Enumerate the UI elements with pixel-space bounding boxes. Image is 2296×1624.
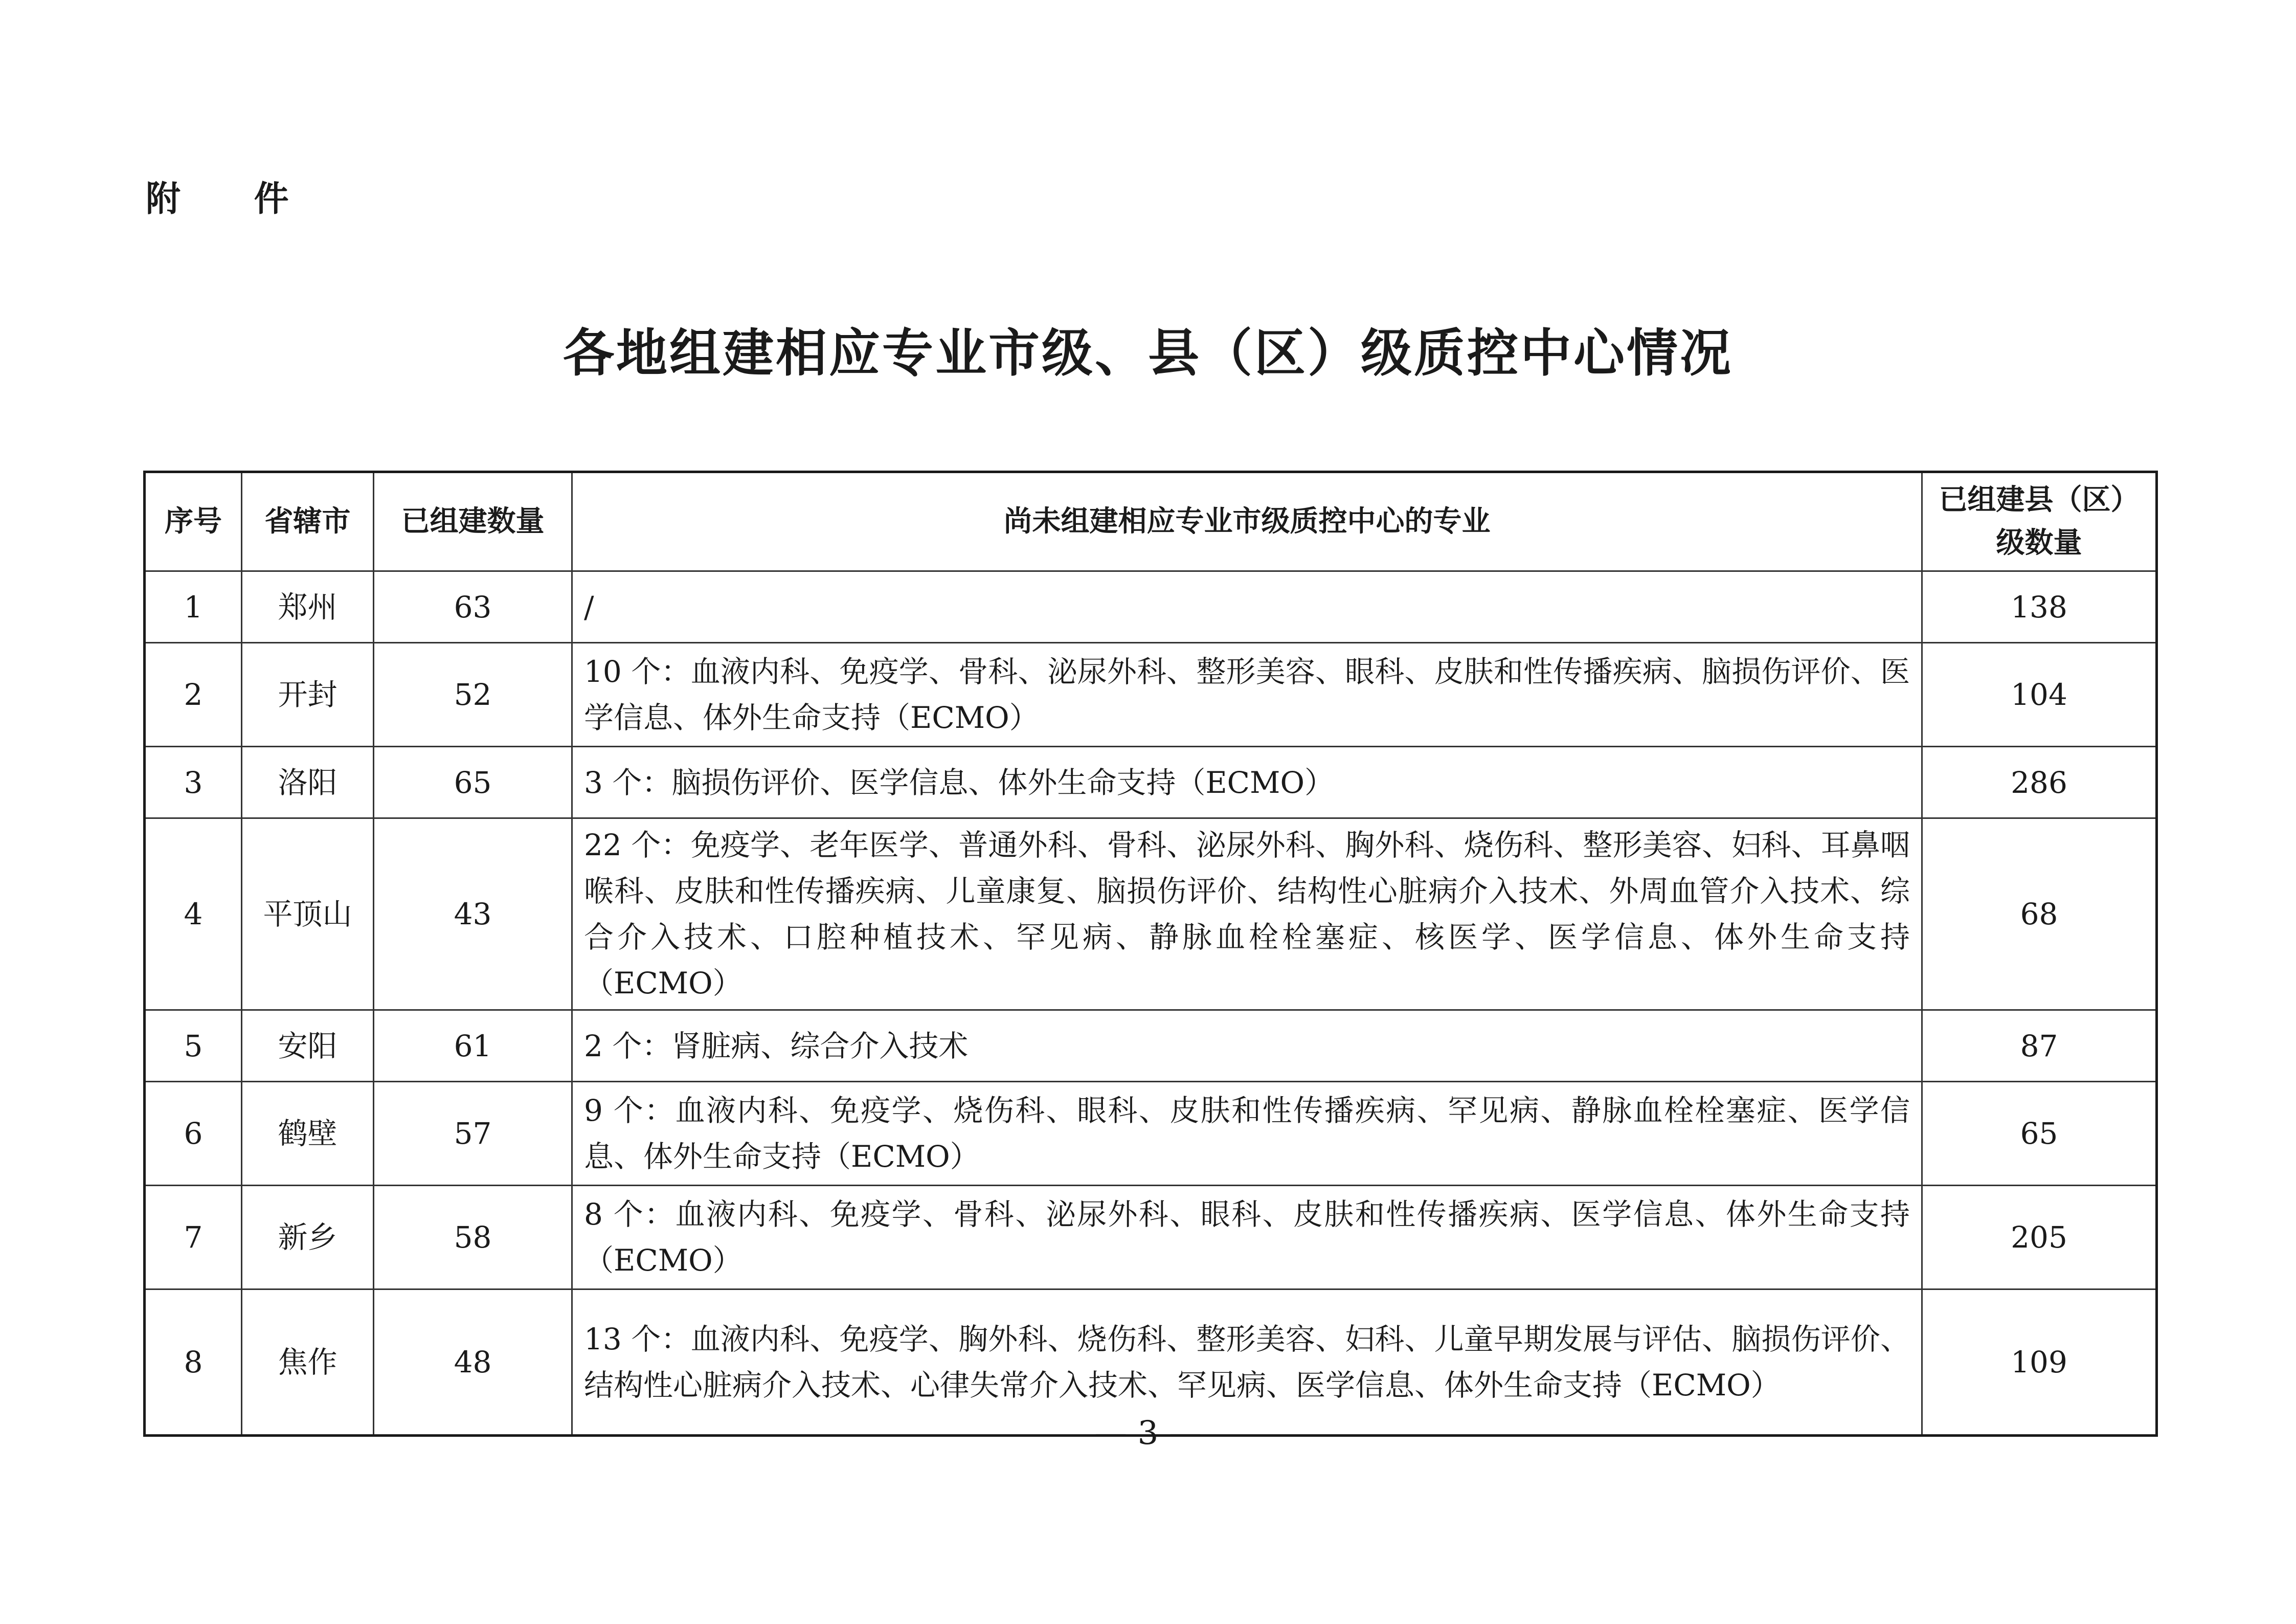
cell-built-count: 58 (374, 1186, 572, 1289)
cell-index: 3 (145, 747, 242, 818)
cell-built-count: 43 (374, 818, 572, 1010)
cell-missing-specialties: 10 个：血液内科、免疫学、骨科、泌尿外科、整形美容、眼科、皮肤和性传播疾病、脑损伤评价、医学信息、体外生命支持（ECMO） (572, 643, 1922, 747)
cell-city: 平顶山 (242, 818, 374, 1010)
cell-county-count: 205 (1922, 1186, 2157, 1289)
cell-county-count: 138 (1922, 571, 2157, 643)
cell-missing-specialties: 13 个：血液内科、免疫学、胸外科、烧伤科、整形美容、妇科、儿童早期发展与评估、脑损伤评价、结构性心脏病介入技术、心律失常介入技术、罕见病、医学信息、体外生命支持（ECMO） (572, 1289, 1922, 1436)
cell-county-count: 68 (1922, 818, 2157, 1010)
cell-missing-specialties: 22 个：免疫学、老年医学、普通外科、骨科、泌尿外科、胸外科、烧伤科、整形美容、妇科、耳鼻咽喉科、皮肤和性传播疾病、儿童康复、脑损伤评价、结构性心脏病介入技术、外周血管介入技术、综合介入技术、口腔种植技术、罕见病、静脉血栓栓塞症、核医学、医学信息、体外生命支持（ECMO） (572, 818, 1922, 1010)
table-row (145, 1289, 2157, 1436)
cell-index: 4 (145, 818, 242, 1010)
header-index: 序号 (145, 472, 242, 571)
header-missing-specialties: 尚未组建相应专业市级质控中心的专业 (572, 472, 1922, 571)
header-built-count: 已组建数量 (374, 472, 572, 571)
cell-index: 2 (145, 643, 242, 747)
cell-index: 1 (145, 571, 242, 643)
page-number: — 3 — (1094, 1414, 1202, 1452)
cell-missing-specialties: 2 个：肾脏病、综合介入技术 (572, 1010, 1922, 1082)
quality-control-table (143, 471, 2158, 1437)
header-city: 省辖市 (242, 472, 374, 571)
cell-built-count: 61 (374, 1010, 572, 1082)
table-row (145, 643, 2157, 747)
document-title: 各地组建相应专业市级、县（区）级质控中心情况 (563, 323, 1733, 383)
cell-city: 开封 (242, 643, 374, 747)
table-row (145, 571, 2157, 643)
cell-missing-specialties: / (572, 571, 1922, 643)
cell-county-count: 286 (1922, 747, 2157, 818)
header-county-count: 已组建县（区）级数量 (1922, 472, 2157, 571)
cell-missing-specialties: 8 个：血液内科、免疫学、骨科、泌尿外科、眼科、皮肤和性传播疾病、医学信息、体外生命支持（ECMO） (572, 1186, 1922, 1289)
cell-built-count: 65 (374, 747, 572, 818)
cell-city: 郑州 (242, 571, 374, 643)
table-row (145, 1186, 2157, 1289)
cell-index: 8 (145, 1289, 242, 1436)
table-row (145, 1082, 2157, 1186)
cell-city: 安阳 (242, 1010, 374, 1082)
table-header-row (145, 472, 2157, 571)
cell-built-count: 57 (374, 1082, 572, 1186)
cell-index: 6 (145, 1082, 242, 1186)
cell-missing-specialties: 3 个：脑损伤评价、医学信息、体外生命支持（ECMO） (572, 747, 1922, 818)
cell-county-count: 109 (1922, 1289, 2157, 1436)
cell-built-count: 52 (374, 643, 572, 747)
cell-county-count: 104 (1922, 643, 2157, 747)
attachment-label: 附 件 (146, 179, 320, 219)
table-row (145, 747, 2157, 818)
cell-city: 焦作 (242, 1289, 374, 1436)
cell-county-count: 65 (1922, 1082, 2157, 1186)
cell-city: 鹤壁 (242, 1082, 374, 1186)
cell-missing-specialties: 9 个：血液内科、免疫学、烧伤科、眼科、皮肤和性传播疾病、罕见病、静脉血栓栓塞症、医学信息、体外生命支持（ECMO） (572, 1082, 1922, 1186)
cell-city: 洛阳 (242, 747, 374, 818)
cell-index: 7 (145, 1186, 242, 1289)
cell-index: 5 (145, 1010, 242, 1082)
cell-county-count: 87 (1922, 1010, 2157, 1082)
cell-built-count: 63 (374, 571, 572, 643)
cell-city: 新乡 (242, 1186, 374, 1289)
table-row (145, 818, 2157, 1010)
table-row (145, 1010, 2157, 1082)
cell-built-count: 48 (374, 1289, 572, 1436)
